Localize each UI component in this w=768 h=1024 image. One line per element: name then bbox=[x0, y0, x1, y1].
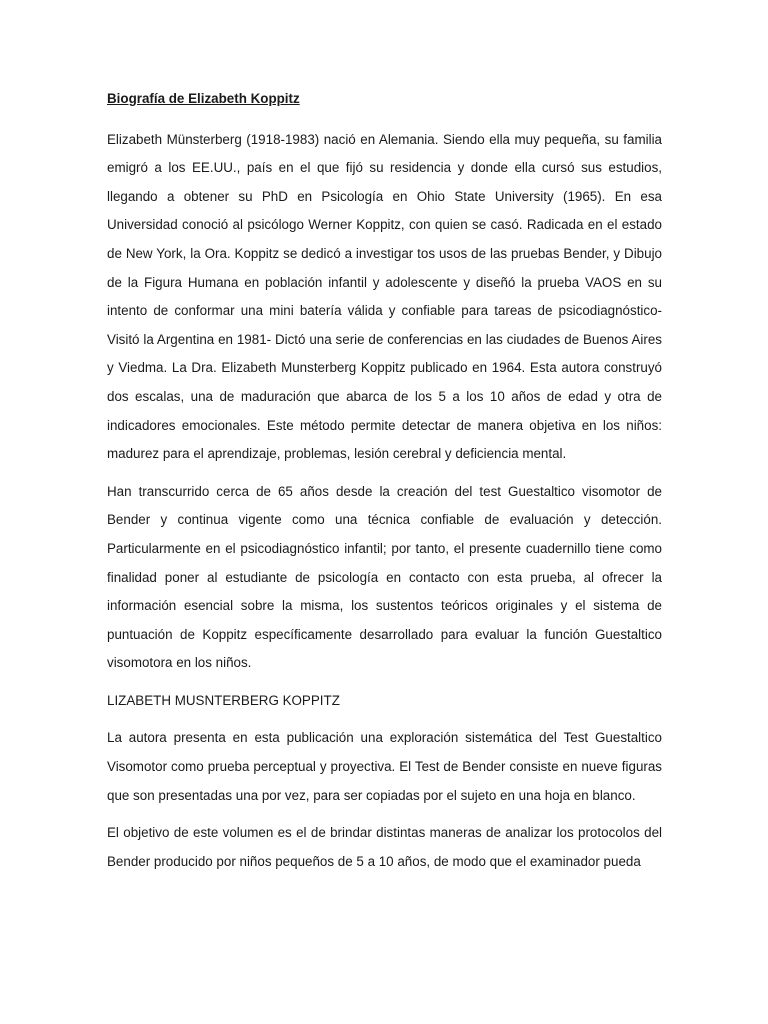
paragraph-objective: El objetivo de este volumen es el de brindar distintas maneras de analizar los protocolos del Bender producido por niños pequeños de 5 a 10 años, de modo que el examinador pueda bbox=[107, 825, 662, 869]
paragraph-test-history: Han transcurrido cerca de 65 años desde la creación del test Guestaltico visomotor de Bender y continua vigente como una técnica confiable de evaluación y detección. Particularmente en el psicodiagnóstico infantil; por tanto, el presente cuadernillo tiene como finalidad poner al estudiante de psicología en contacto con esta prueba, al ofrecer la información esencial sobre la misma, los sustentos teóricos originales y el sistema de puntuación de Koppitz específicamente desarrollado para evaluar la función Guestaltico visomotora en los niños. bbox=[107, 483, 662, 671]
section-title: LIZABETH MUSNTERBERG KOPPITZ bbox=[107, 692, 340, 708]
paragraph-biography: Elizabeth Münsterberg (1918-1983) nació en Alemania. Siendo ella muy pequeña, su familia emigró a los EE.UU., país en el que fijó su residencia y donde ella cursó sus estudios, llegando a obtener su PhD en Psicología en Ohio State University (1965). En esa Universidad conoció al psicólogo Werner Koppitz, con quien se casó. Radicada en el estado de New York, la Ora. Koppitz se dedicó a investigar tos usos de las pruebas Bender, y Dibujo de la Figura Humana en población infantil y adolescente y diseñó la prueba VAOS en su intento de conformar una mini batería válida y confiable para tareas de psicodiagnóstico- Visitó la Argentina en 1981- Dictó una serie de conferencias en las ciudades de Buenos Aires y Viedma. La Dra. Elizabeth Munsterberg Koppitz publicado en 1964. Esta autora construyó dos escalas, una de maduración que abarca de los 5 a los 10 años de edad y otra de indicadores emocionales. Este método permite detectar de manera objetiva en los niños: madurez para el aprendizaje, problemas, lesión cerebral y deficiencia mental. bbox=[107, 131, 662, 462]
page-title: Biografía de Elizabeth Koppitz bbox=[107, 91, 300, 106]
paragraph-publication: La autora presenta en esta publicación una exploración sistemática del Test Guestaltico Visomotor como prueba perceptual y proyectiva. El Test de Bender consiste en nueve figuras que son presentadas una por vez, para ser copiadas por el sujeto en una hoja en blanco. bbox=[107, 730, 662, 803]
document-body bbox=[107, 85, 662, 885]
